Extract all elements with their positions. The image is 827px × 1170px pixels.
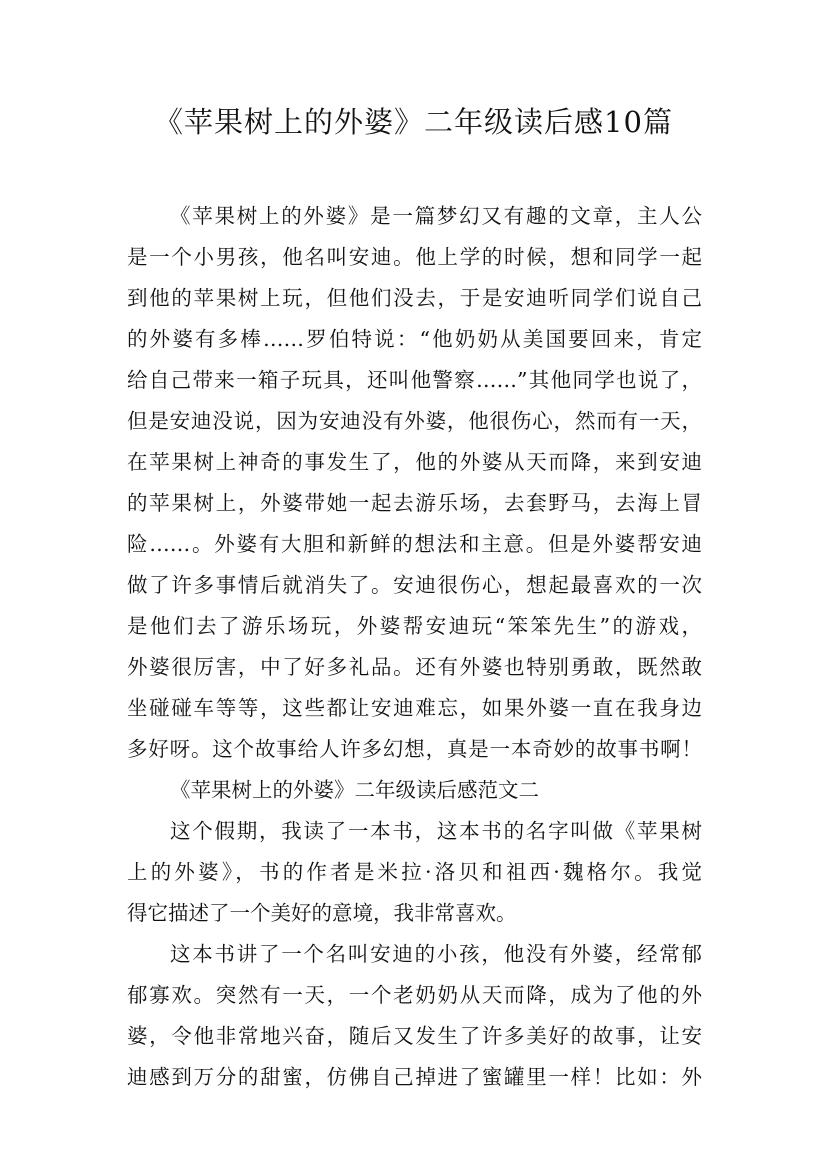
paragraph-line: 在苹果树上神奇的事发生了，他的外婆从天而降，来到安迪 — [127, 450, 702, 474]
paragraph-line: 迪感到万分的甜蜜，仿佛自己掉进了蜜罐里一样！比如：外 — [127, 1065, 702, 1089]
paragraph-line: 郁寡欢。突然有一天，一个老奶奶从天而降，成为了他的外 — [127, 983, 702, 1007]
paragraph-line: 做了许多事情后就消失了。安迪很伤心，想起最喜欢的一次 — [127, 573, 702, 597]
paragraph-line: 险……。外婆有大胆和新鲜的想法和主意。但是外婆帮安迪 — [127, 532, 702, 556]
paragraph-line: 《苹果树上的外婆》是一篇梦幻又有趣的文章，主人公 — [170, 204, 702, 228]
paragraph-line: 上的外婆》，书的作者是米拉·洛贝和祖西·魏格尔。我觉 — [127, 860, 702, 884]
paragraph-line: 但是安迪没说，因为安迪没有外婆，他很伤心，然而有一天， — [127, 409, 702, 433]
paragraph-line: 的外婆有多棒……罗伯特说：“他奶奶从美国要回来，肯定 — [127, 327, 702, 351]
paragraph-line: 多好呀。这个故事给人许多幻想，真是一本奇妙的故事书啊！ — [127, 737, 702, 761]
paragraph-line: 到他的苹果树上玩，但他们没去，于是安迪听同学们说自己 — [127, 286, 702, 310]
paragraph-line: 外婆很厉害，中了好多礼品。还有外婆也特别勇敢，既然敢 — [127, 655, 702, 679]
paragraph-line: 是他们去了游乐场玩，外婆帮安迪玩“笨笨先生”的游戏， — [127, 614, 702, 638]
paragraph-line: 是一个小男孩，他名叫安迪。他上学的时候，想和同学一起 — [127, 245, 702, 269]
document-title: 《苹果树上的外婆》二年级读后感10篇 — [154, 105, 673, 139]
paragraph-line: 的苹果树上，外婆带她一起去游乐场，去套野马，去海上冒 — [127, 491, 702, 515]
paragraph-line: 给自己带来一箱子玩具，还叫他警察……”其他同学也说了， — [127, 368, 702, 392]
paragraph-line: 这本书讲了一个名叫安迪的小孩，他没有外婆，经常郁 — [170, 942, 702, 966]
paragraph-line: 这个假期，我读了一本书，这本书的名字叫做《苹果树 — [170, 819, 702, 843]
paragraph-line: 坐碰碰车等等，这些都让安迪难忘，如果外婆一直在我身边 — [127, 696, 702, 720]
section-heading: 《苹果树上的外婆》二年级读后感范文二 — [170, 778, 539, 802]
paragraph-line: 得它描述了一个美好的意境，我非常喜欢。 — [127, 901, 517, 925]
paragraph-line: 婆，令他非常地兴奋，随后又发生了许多美好的故事，让安 — [127, 1024, 702, 1048]
